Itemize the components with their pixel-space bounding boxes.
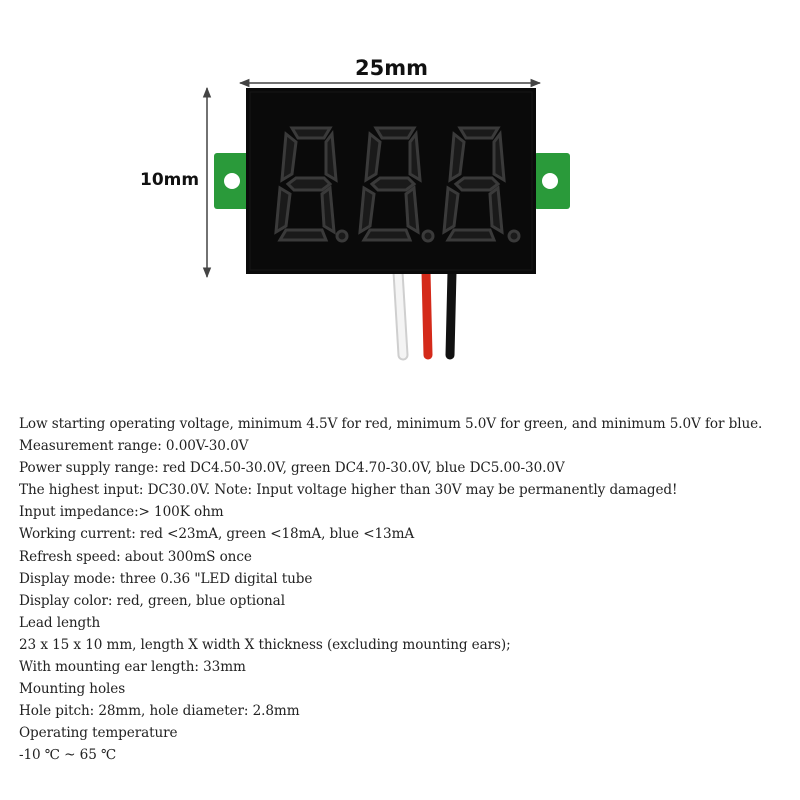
spec-line: Power supply range: red DC4.50-30.0V, green DC4.70-30.0V, blue DC5.00-30.0V xyxy=(19,460,565,477)
spec-line: Measurement range: 0.00V-30.0V xyxy=(19,438,249,455)
specifications-list xyxy=(19,413,794,767)
spec-line: Display mode: three 0.36 "LED digital tube xyxy=(19,570,313,587)
spec-line: Low starting operating voltage, minimum 4.5V for red, minimum 5.0V for green, and minimum 5.0V for blue. xyxy=(19,416,763,432)
right-mounting-ear xyxy=(534,153,570,209)
spec-line: The highest input: DC30.0V. Note: Input voltage higher than 30V may be permanently damaged! xyxy=(19,482,678,499)
spec-line: With mounting ear length: 33mm xyxy=(19,659,246,676)
spec-line: Operating temperature xyxy=(19,725,178,742)
spec-line: Input impedance:> 100K ohm xyxy=(19,504,224,521)
height-dimension-label: 10mm xyxy=(140,170,200,190)
left-mounting-hole xyxy=(224,173,240,189)
spec-line: Working current: red <23mA, green <18mA, blue <13mA xyxy=(19,526,415,543)
spec-line: Mounting holes xyxy=(19,681,126,698)
right-mounting-hole xyxy=(542,173,558,189)
spec-line: Display color: red, green, blue optional xyxy=(19,592,285,609)
lead-wires xyxy=(398,272,452,355)
spec-line: Hole pitch: 28mm, hole diameter: 2.8mm xyxy=(19,703,300,720)
spec-line: -10 ℃ ~ 65 ℃ xyxy=(19,747,117,764)
black-wire xyxy=(450,272,452,355)
spec-line: Refresh speed: about 300mS once xyxy=(19,548,252,565)
red-wire xyxy=(426,272,428,355)
spec-line: Lead length xyxy=(19,614,101,631)
left-mounting-ear xyxy=(214,153,250,209)
spec-line: 23 x 15 x 10 mm, length X width X thickness (excluding mounting ears); xyxy=(19,636,511,653)
width-dimension-label: 25mm xyxy=(355,56,428,80)
